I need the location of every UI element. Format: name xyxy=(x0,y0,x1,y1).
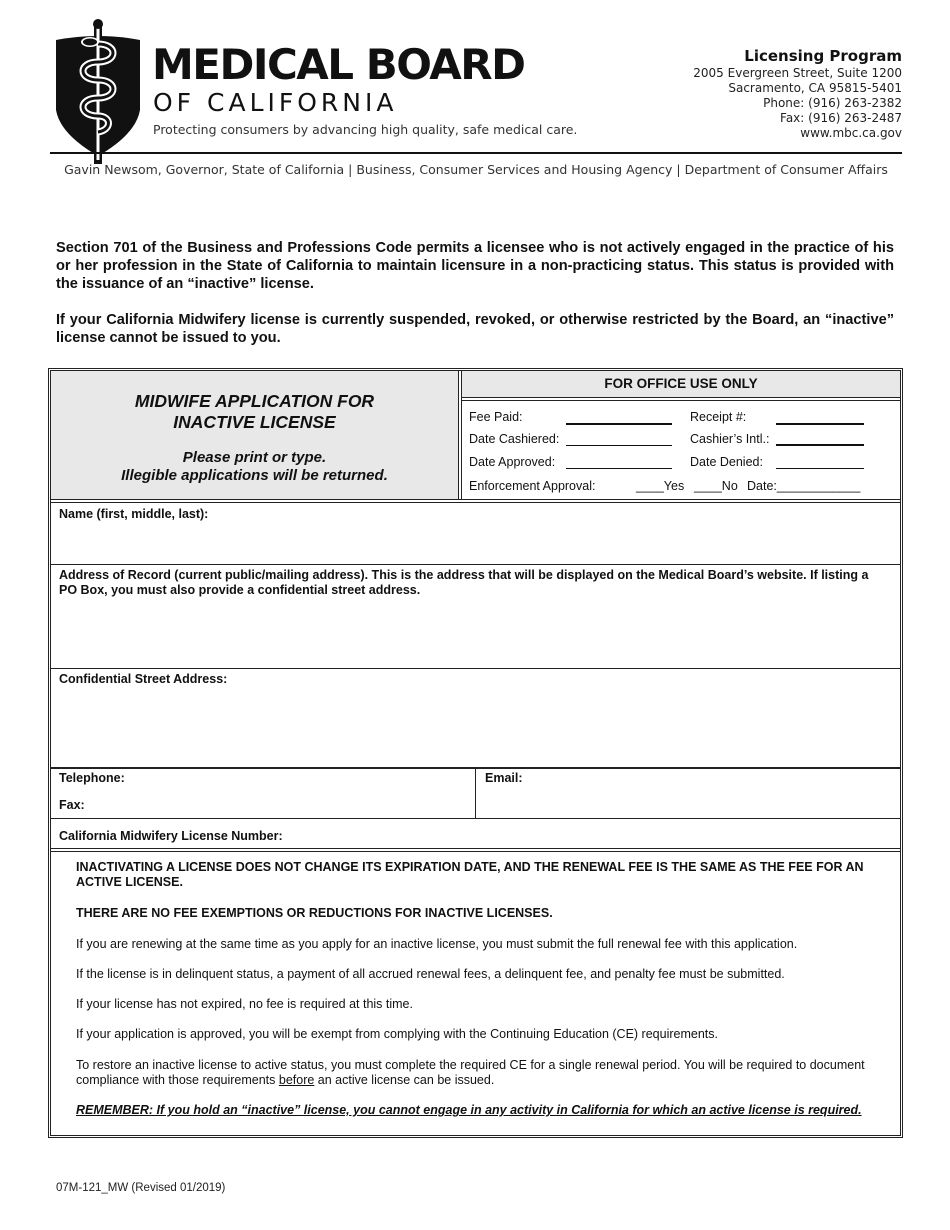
org-subtitle: OF CALIFORNIA xyxy=(153,88,398,117)
form-title xyxy=(51,391,458,433)
row-divider-header xyxy=(51,499,900,503)
note-renewal-fee: If you are renewing at the same time as you apply for an inactive license, you must submit the full renewal fee with this application. xyxy=(76,937,798,951)
note-restore-text: To restore an inactive license to active status, you must complete the required CE for a single renewal period. You will be required to document compliance with those requirements xyxy=(76,1058,865,1087)
intro-paragraph-2: If your California Midwifery license is currently suspended, revoked, or otherwise restricted by the Board, an “inactive” license cannot be issued to you. xyxy=(56,312,894,346)
note-ce-exempt: If your application is approved, you will be exempt from complying with the Continuing Education (CE) requirements. xyxy=(76,1027,718,1041)
row-divider-name xyxy=(51,564,900,565)
contact-block xyxy=(693,46,902,141)
tagline: Protecting consumers by advancing high quality, safe medical care. xyxy=(153,122,578,137)
name-field[interactable]: Name (first, middle, last): xyxy=(59,507,209,521)
note-restore-text-end: an active license can be issued. xyxy=(314,1073,495,1087)
cashiers-intl-label: Cashier’s Intl.: xyxy=(690,432,770,446)
contact-city: Sacramento, CA 95815-5401 xyxy=(728,81,902,95)
email-field[interactable]: Email: xyxy=(485,771,523,785)
form-title-cell xyxy=(51,371,458,499)
confidential-address-field[interactable]: Confidential Street Address: xyxy=(59,672,228,686)
fax-field[interactable]: Fax: xyxy=(59,798,85,812)
row-divider-address xyxy=(51,668,900,669)
note-expiration: INACTIVATING A LICENSE DOES NOT CHANGE ITS EXPIRATION DATE, AND THE RENEWAL FEE IS THE SAME AS THE FEE FOR AN ACTIVE LICENSE. xyxy=(76,860,864,889)
contact-fax: Fax: (916) 263-2487 xyxy=(780,111,902,125)
intro-paragraph-1: Section 701 of the Business and Professions Code permits a licensee who is not actively engaged in the practice of his or her profession in the State of California to maintain licensure in a non-practicing status. This status is provided with the issuance of an “inactive” license. xyxy=(56,240,894,292)
note-no-exemptions: THERE ARE NO FEE EXEMPTIONS OR REDUCTIONS FOR INACTIVE LICENSES. xyxy=(76,906,553,920)
note-remember: REMEMBER: If you hold an “inactive” license, you cannot engage in any activity in California for which an active license is required. xyxy=(76,1103,862,1117)
receipt-line xyxy=(776,423,864,425)
form-instructions xyxy=(51,449,458,485)
date-cashiered-line xyxy=(566,445,672,446)
contact-divider xyxy=(475,768,476,818)
date-cashiered-label: Date Cashiered: xyxy=(469,432,560,446)
note-not-expired: If your license has not expired, no fee is required at this time. xyxy=(76,997,413,1011)
fee-paid-label: Fee Paid: xyxy=(469,410,523,424)
address-of-record-field[interactable]: Address of Record (current public/mailing address). This is the address that will be displayed on the Medical Board’s website. If listing a PO Box, you must also provide a confidential street address. xyxy=(59,568,869,597)
program-name: Licensing Program xyxy=(744,47,902,65)
note-restore-emphasis: before xyxy=(278,1073,315,1087)
note-delinquent: If the license is in delinquent status, a payment of all accrued renewal fees, a delinquent fee, and penalty fee must be submitted. xyxy=(76,967,785,981)
enforcement-yes: ____Yes xyxy=(636,479,685,493)
form-instruction-line-2: Illegible applications will be returned. xyxy=(121,467,388,484)
license-number-field[interactable]: California Midwifery License Number: xyxy=(59,829,283,843)
fee-paid-line xyxy=(566,423,672,425)
form-instruction-line-1: Please print or type. xyxy=(182,449,327,466)
date-denied-line xyxy=(776,468,864,469)
org-name: MEDICAL BOARD xyxy=(152,40,525,89)
contact-phone: Phone: (916) 263-2382 xyxy=(763,96,902,110)
receipt-label: Receipt #: xyxy=(690,410,747,424)
form-revision: 07M-121_MW (Revised 01/2019) xyxy=(56,1182,226,1194)
enforcement-date: Date:____________ xyxy=(747,479,861,493)
cashiers-intl-line xyxy=(776,444,864,446)
contact-website: www.mbc.ca.gov xyxy=(800,126,902,140)
date-approved-line xyxy=(566,468,672,469)
row-divider-license xyxy=(51,848,900,852)
row-divider-contact xyxy=(51,818,900,819)
office-use-heading: FOR OFFICE USE ONLY xyxy=(462,371,900,397)
enforcement-approval-label: Enforcement Approval: xyxy=(469,479,596,493)
medical-board-seal-logo xyxy=(52,18,144,166)
date-denied-label: Date Denied: xyxy=(690,455,763,469)
office-use-section xyxy=(462,401,900,499)
header-divider xyxy=(50,152,902,154)
form-title-line-1: MIDWIFE APPLICATION FOR xyxy=(134,391,375,411)
contact-street: 2005 Evergreen Street, Suite 1200 xyxy=(693,66,902,80)
agencies-line: Gavin Newsom, Governor, State of California | Business, Consumer Services and Housing Agency | Department of Consumer Affairs xyxy=(64,162,888,177)
form-title-line-2: INACTIVE LICENSE xyxy=(173,412,336,432)
date-approved-label: Date Approved: xyxy=(469,455,556,469)
header-divider-left xyxy=(458,371,459,499)
enforcement-no: ____No xyxy=(694,479,738,493)
note-restore-active xyxy=(76,1058,875,1088)
application-form xyxy=(48,368,903,1138)
telephone-field[interactable]: Telephone: xyxy=(59,771,125,785)
